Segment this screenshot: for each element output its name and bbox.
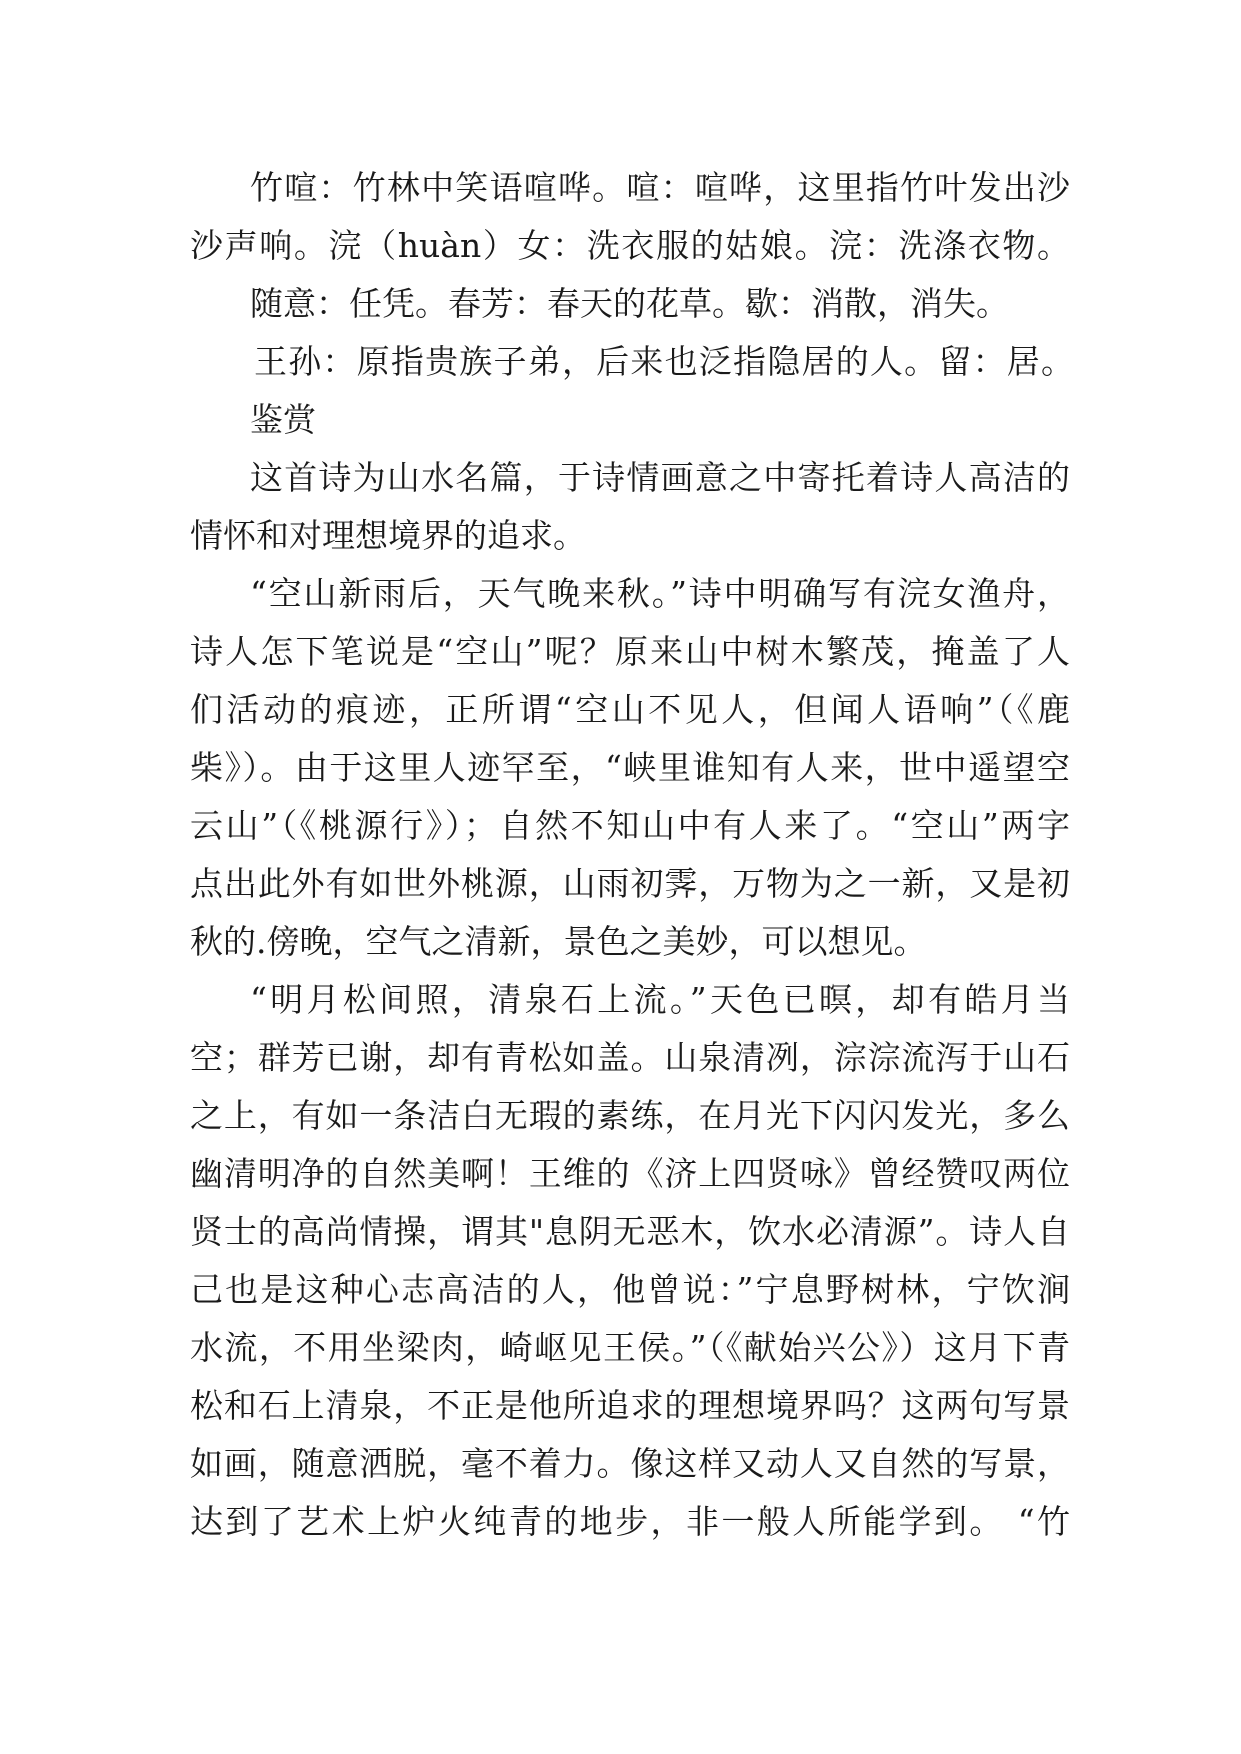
text-line: “空山新雨后，天气晚来秋。”诗中明确写有浣女渔舟， xyxy=(250,574,1070,613)
text-line: 之上，有如一条洁白无瑕的素练，在月光下闪闪发光，多么 xyxy=(190,1096,1070,1135)
text-line: 如画，随意洒脱，毫不着力。像这样又动人又自然的写景， xyxy=(190,1444,1070,1483)
text-line: 贤士的高尚情操，谓其"息阴无恶木，饮水必清源”。诗人自 xyxy=(190,1212,1070,1251)
text-line: 这首诗为山水名篇，于诗情画意之中寄托着诗人高洁的 xyxy=(250,458,1070,497)
text-line: “明月松间照，清泉石上流。”天色已暝，却有皓月当 xyxy=(250,980,1070,1019)
text-line: 王孙：原指贵族子弟，后来也泛指隐居的人。留：居。 xyxy=(254,342,1074,381)
text-line: 柴》）。由于这里人迹罕至，“峡里谁知有人来，世中遥望空 xyxy=(190,748,1070,787)
text-line: 沙声响。浣（huàn）女：洗衣服的姑娘。浣：洗涤衣物。 xyxy=(190,226,1070,265)
text-line: 秋的.傍晚，空气之清新，景色之美妙，可以想见。 xyxy=(190,922,927,961)
text-line: 点出此外有如世外桃源，山雨初霁，万物为之一新，又是初 xyxy=(190,864,1070,903)
text-line: 竹喧：竹林中笑语喧哗。喧：喧哗，这里指竹叶发出沙 xyxy=(250,168,1070,207)
text-line: 随意：任凭。春芳：春天的花草。歇：消散，消失。 xyxy=(250,284,1009,323)
text-line: 松和石上清泉，不正是他所追求的理想境界吗？这两句写景 xyxy=(190,1386,1070,1425)
text-line: 云山”（《桃源行》）；自然不知山中有人来了。“空山”两字 xyxy=(190,806,1070,845)
text-line: 己也是这种心志高洁的人，他曾说：”宁息野树林，宁饮涧 xyxy=(190,1270,1070,1309)
text-line: 达到了艺术上炉火纯青的地步，非一般人所能学到。 “竹 xyxy=(190,1502,1070,1541)
text-line: 诗人怎下笔说是“空山”呢？原来山中树木繁茂，掩盖了人 xyxy=(190,632,1070,671)
text-line: 情怀和对理想境界的追求。 xyxy=(190,516,586,555)
section-heading: 鉴赏 xyxy=(250,400,316,439)
text-line: 空；群芳已谢，却有青松如盖。山泉清冽，淙淙流泻于山石 xyxy=(190,1038,1070,1077)
text-line: 幽清明净的自然美啊！王维的《济上四贤咏》曾经赞叹两位 xyxy=(190,1154,1070,1193)
text-line: 们活动的痕迹，正所谓“空山不见人，但闻人语响”（《鹿 xyxy=(190,690,1070,729)
text-line: 水流，不用坐梁肉，崎岖见王侯。”（《献始兴公》）这月下青 xyxy=(190,1328,1070,1367)
